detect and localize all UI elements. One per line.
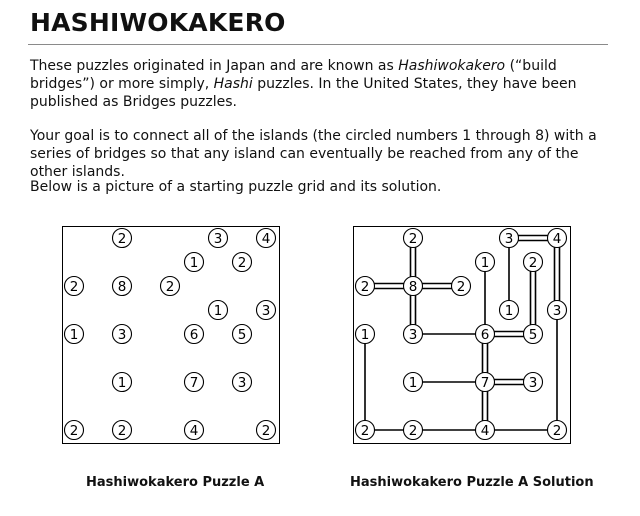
puzzle-a-island-number: 4 bbox=[189, 423, 199, 439]
solution-island-number: 1 bbox=[504, 303, 514, 319]
solution-island-number: 2 bbox=[552, 423, 562, 439]
puzzle-a-island-number: 3 bbox=[261, 303, 271, 319]
puzzle-a-island-number: 7 bbox=[189, 375, 199, 391]
puzzle-a-grid bbox=[62, 226, 280, 444]
solution-island-number: 3 bbox=[528, 375, 538, 391]
puzzle-a-island bbox=[233, 325, 252, 344]
solution-island bbox=[404, 373, 423, 392]
solution-island-number: 2 bbox=[528, 255, 538, 271]
puzzle-a-island-number: 3 bbox=[117, 327, 127, 343]
solution-island-number: 5 bbox=[528, 327, 538, 343]
puzzle-a-island bbox=[65, 421, 84, 440]
puzzle-a-island bbox=[113, 277, 132, 296]
title-divider bbox=[28, 44, 608, 45]
puzzle-a-caption: Hashiwokakero Puzzle A bbox=[86, 475, 265, 490]
solution-island bbox=[476, 373, 495, 392]
puzzle-a-island bbox=[209, 229, 228, 248]
puzzle-a-island-number: 1 bbox=[69, 327, 79, 343]
puzzle-a-island bbox=[113, 373, 132, 392]
solution-island bbox=[404, 421, 423, 440]
solution-island bbox=[500, 229, 519, 248]
puzzle-a-island bbox=[233, 253, 252, 272]
puzzle-a-island-number: 2 bbox=[165, 279, 175, 295]
solution-island-number: 7 bbox=[480, 375, 490, 391]
puzzle-a-island bbox=[65, 325, 84, 344]
intro-text-middle: (“build bridges”) or more simply, bbox=[30, 58, 557, 92]
puzzle-a-island bbox=[257, 421, 276, 440]
puzzle-a-island bbox=[65, 277, 84, 296]
solution-island-number: 6 bbox=[480, 327, 490, 343]
puzzle-a-island bbox=[185, 373, 204, 392]
solution-island-number: 3 bbox=[552, 303, 562, 319]
puzzle-a-island bbox=[233, 373, 252, 392]
solution-island bbox=[476, 421, 495, 440]
puzzle-a-island-number: 4 bbox=[261, 231, 271, 247]
puzzle-a-solution-grid bbox=[353, 226, 571, 444]
intro-text-start: These puzzles originated in Japan and are known as bbox=[30, 58, 399, 74]
puzzle-a-island bbox=[161, 277, 180, 296]
puzzle-a-island bbox=[257, 229, 276, 248]
solution-island bbox=[476, 253, 495, 272]
solution-island bbox=[548, 229, 567, 248]
puzzle-a-island-number: 2 bbox=[69, 279, 79, 295]
solution-island-number: 2 bbox=[456, 279, 466, 295]
puzzle-a-island-number: 2 bbox=[237, 255, 247, 271]
puzzle-a-island bbox=[185, 325, 204, 344]
puzzle-a-island-number: 2 bbox=[117, 423, 127, 439]
puzzle-a-island-number: 1 bbox=[213, 303, 223, 319]
puzzle-a-island-number: 2 bbox=[117, 231, 127, 247]
solution-island-number: 2 bbox=[408, 423, 418, 439]
solution-island bbox=[500, 301, 519, 320]
solution-island bbox=[524, 373, 543, 392]
solution-island bbox=[356, 325, 375, 344]
intro-text-end: puzzles. In the United States, they have been published as Bridges puzzles. bbox=[30, 76, 577, 110]
puzzle-a-island-number: 5 bbox=[237, 327, 247, 343]
puzzle-a-island bbox=[113, 325, 132, 344]
puzzle-a-island bbox=[185, 253, 204, 272]
solution-island bbox=[548, 421, 567, 440]
puzzle-a-solution-caption: Hashiwokakero Puzzle A Solution bbox=[350, 475, 594, 490]
puzzle-a-island bbox=[185, 421, 204, 440]
intro-term-hashi: Hashi bbox=[213, 76, 253, 92]
solution-island bbox=[524, 253, 543, 272]
solution-island-number: 1 bbox=[360, 327, 370, 343]
intro-paragraph bbox=[30, 57, 600, 111]
puzzle-a-island-number: 6 bbox=[189, 327, 199, 343]
solution-island-number: 1 bbox=[408, 375, 418, 391]
below-paragraph: Below is a picture of a starting puzzle grid and its solution. bbox=[30, 179, 442, 195]
puzzle-a-island-number: 1 bbox=[189, 255, 199, 271]
solution-island-number: 2 bbox=[360, 279, 370, 295]
puzzle-a-island bbox=[113, 421, 132, 440]
intro-term-hashiwokakero: Hashiwokakero bbox=[398, 58, 506, 74]
solution-island bbox=[548, 301, 567, 320]
puzzle-a-island bbox=[113, 229, 132, 248]
solution-island bbox=[404, 229, 423, 248]
puzzle-a-island-number: 2 bbox=[69, 423, 79, 439]
solution-island bbox=[404, 277, 423, 296]
puzzle-a-island-number: 3 bbox=[237, 375, 247, 391]
solution-island-number: 4 bbox=[552, 231, 562, 247]
solution-island-number: 3 bbox=[504, 231, 514, 247]
solution-island bbox=[452, 277, 471, 296]
solution-island-number: 8 bbox=[408, 279, 418, 295]
puzzle-a-island bbox=[257, 301, 276, 320]
solution-island-number: 1 bbox=[480, 255, 490, 271]
solution-island bbox=[524, 325, 543, 344]
puzzle-a-island-number: 3 bbox=[213, 231, 223, 247]
solution-island-number: 2 bbox=[360, 423, 370, 439]
solution-island-number: 2 bbox=[408, 231, 418, 247]
solution-island bbox=[356, 421, 375, 440]
solution-island-number: 4 bbox=[480, 423, 490, 439]
puzzle-a-island-number: 1 bbox=[117, 375, 127, 391]
solution-island bbox=[356, 277, 375, 296]
solution-island bbox=[476, 325, 495, 344]
solution-island-number: 3 bbox=[408, 327, 418, 343]
puzzle-a-island-number: 2 bbox=[261, 423, 271, 439]
page-title: HASHIWOKAKERO bbox=[30, 8, 286, 37]
solution-island bbox=[404, 325, 423, 344]
puzzle-a-island bbox=[209, 301, 228, 320]
puzzle-a-island-number: 8 bbox=[117, 279, 127, 295]
goal-paragraph: Your goal is to connect all of the islands (the circled numbers 1 through 8) with a series of bridges so that any island can eventually be reached from any of the other islands. bbox=[30, 128, 597, 180]
